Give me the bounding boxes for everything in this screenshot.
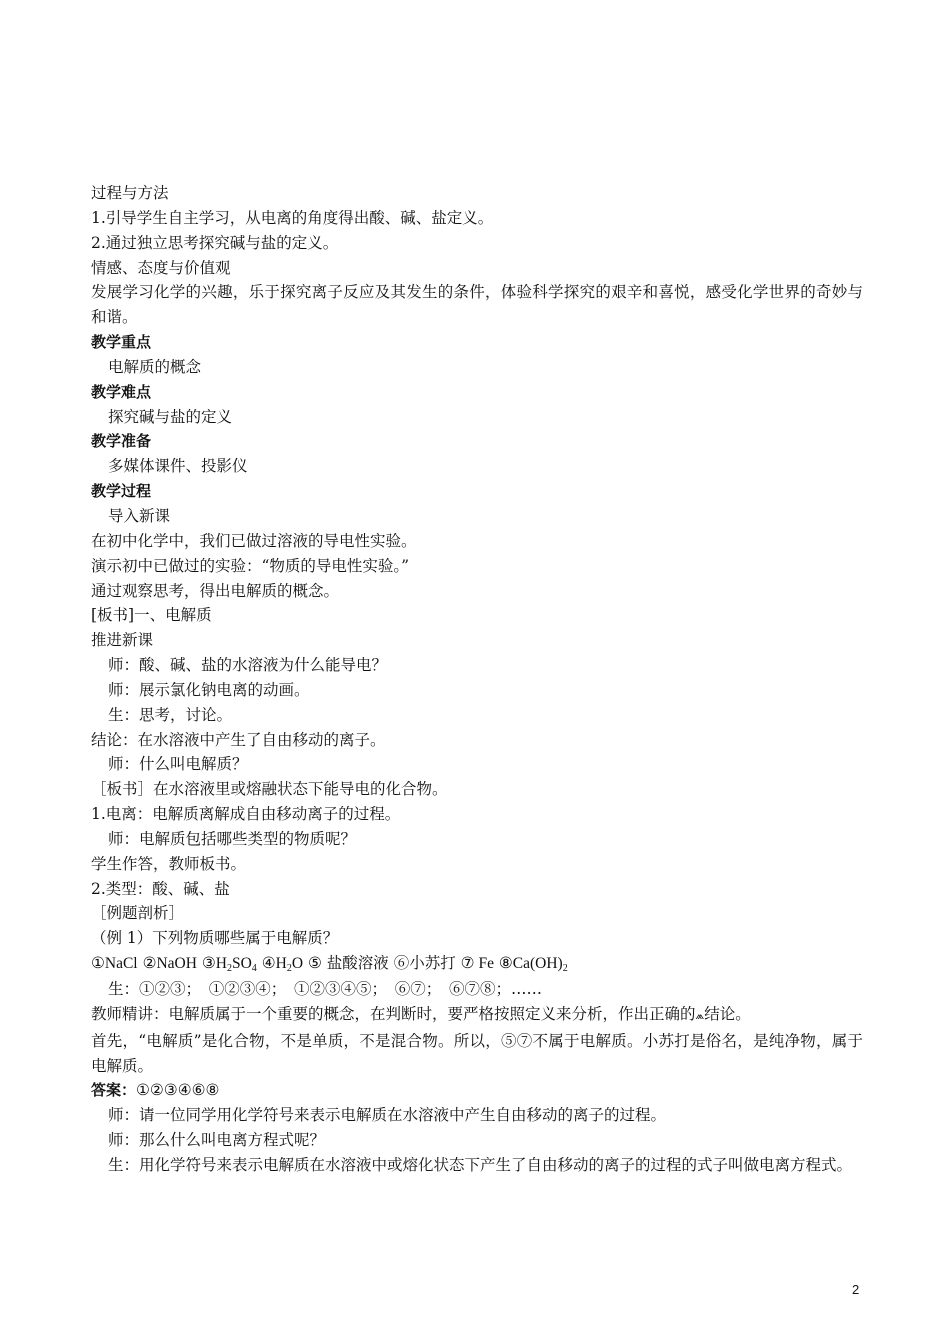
mark-glyph: ⩕ bbox=[695, 1008, 705, 1022]
process-method-heading: 过程与方法 bbox=[91, 184, 169, 202]
option-1: ①NaCl bbox=[91, 955, 138, 973]
conclusion-line: 结论：在水溶液中产生了自由移动的离子。 bbox=[91, 730, 386, 749]
answer-value: ①②③④⑥⑧ bbox=[136, 1081, 220, 1100]
difficulty-heading: 教学难点 bbox=[91, 382, 152, 401]
paragraph: 学生作答，教师板书。 bbox=[91, 854, 247, 873]
student-line: 生：思考，讨论。 bbox=[108, 705, 233, 724]
teacher-line: 师：酸、碱、盐的水溶液为什么能导电？ bbox=[108, 656, 388, 675]
page-number: 2 bbox=[852, 1282, 860, 1297]
board-note: [板书]一、电解质 bbox=[91, 606, 212, 625]
paragraph: 演示初中已做过的实验：“物质的导电性实验。” bbox=[91, 556, 410, 575]
option-2: ②NaOH bbox=[142, 955, 197, 973]
teacher-line: 师：请一位同学用化学符号来表示电解质在水溶液中产生自由移动的离子的过程。 bbox=[108, 1106, 667, 1125]
teacher-explanation: 教师精讲：电解质属于一个重要的概念，在判断时，要严格按照定义来分析，作出正确的⩕结论。 bbox=[91, 1004, 751, 1023]
key-point-heading: 教学重点 bbox=[91, 333, 152, 352]
key-point-text: 电解质的概念 bbox=[108, 357, 202, 376]
option-6: ⑥小苏打 bbox=[393, 954, 456, 973]
teacher-line: 师：电解质包括哪些类型的物质呢？ bbox=[108, 829, 357, 848]
explanation-paragraph: 首先，“电解质”是化合物，不是单质，不是混合物。所以，⑤⑦不属于电解质。小苏打是俗名，是纯净物，属于电解质。 bbox=[91, 1031, 863, 1075]
process-item-2: 2.通过独立思考探究碱与盐的定义。 bbox=[91, 233, 339, 252]
student-answers: 生：①②③； ①②③④； ①②③④⑤； ⑥⑦； ⑥⑦⑧；…… bbox=[108, 980, 543, 998]
teacher-line: 师：那么什么叫电离方程式呢？ bbox=[108, 1131, 326, 1150]
paragraph: 通过观察思考，得出电解质的概念。 bbox=[91, 581, 340, 600]
procedure-heading: 教学过程 bbox=[91, 482, 152, 501]
teacher-line: 师：展示氯化钠电离的动画。 bbox=[108, 680, 310, 699]
difficulty-text: 探究碱与盐的定义 bbox=[108, 407, 233, 426]
paragraph: 在初中化学中，我们已做过溶液的导电性实验。 bbox=[91, 531, 417, 550]
document-body bbox=[91, 181, 863, 1178]
option-4: $④H_2O$ bbox=[261, 955, 304, 975]
intro-new-lesson: 导入新课 bbox=[108, 506, 171, 525]
example-options bbox=[91, 951, 863, 977]
prep-text: 多媒体课件、投影仪 bbox=[108, 457, 248, 476]
emotion-heading: 情感、态度与价值观 bbox=[91, 258, 231, 277]
option-7: ⑦ Fe bbox=[460, 955, 494, 973]
emotion-text: 发展学习化学的兴趣，乐于探究离子反应及其发生的条件，体验科学探究的艰辛和喜悦，感受化学世界的奇妙与和谐。 bbox=[91, 283, 863, 327]
answer-label: 答案： bbox=[91, 1081, 137, 1100]
process-item-1: 1.引导学生自主学习，从电离的角度得出酸、碱、盐定义。 bbox=[91, 208, 494, 227]
student-definition: 生：用化学符号来表示电解质在水溶液中或熔化状态下产生了自由移动的离子的过程的式子叫做电离方程式。 bbox=[108, 1155, 853, 1174]
option-5: ⑤ 盐酸溶液 bbox=[307, 954, 389, 973]
teacher-line: 师：什么叫电解质？ bbox=[108, 755, 248, 774]
example-heading: ［例题剖析］ bbox=[91, 904, 185, 923]
option-3: $③H_2SO_4$ bbox=[201, 955, 257, 975]
paragraph: 推进新课 bbox=[91, 631, 154, 650]
answer-line bbox=[91, 1078, 863, 1103]
board-note: ［板书］在水溶液里或熔融状态下能导电的化合物。 bbox=[91, 780, 448, 799]
paragraph: 2.类型：酸、碱、盐 bbox=[91, 879, 230, 898]
option-8: $⑧Ca(OH)_2$ bbox=[498, 955, 568, 975]
prep-heading: 教学准备 bbox=[91, 432, 152, 451]
paragraph: 1.电离：电解质离解成自由移动离子的过程。 bbox=[91, 805, 401, 824]
example-question: （例 1）下列物质哪些属于电解质？ bbox=[91, 929, 339, 948]
